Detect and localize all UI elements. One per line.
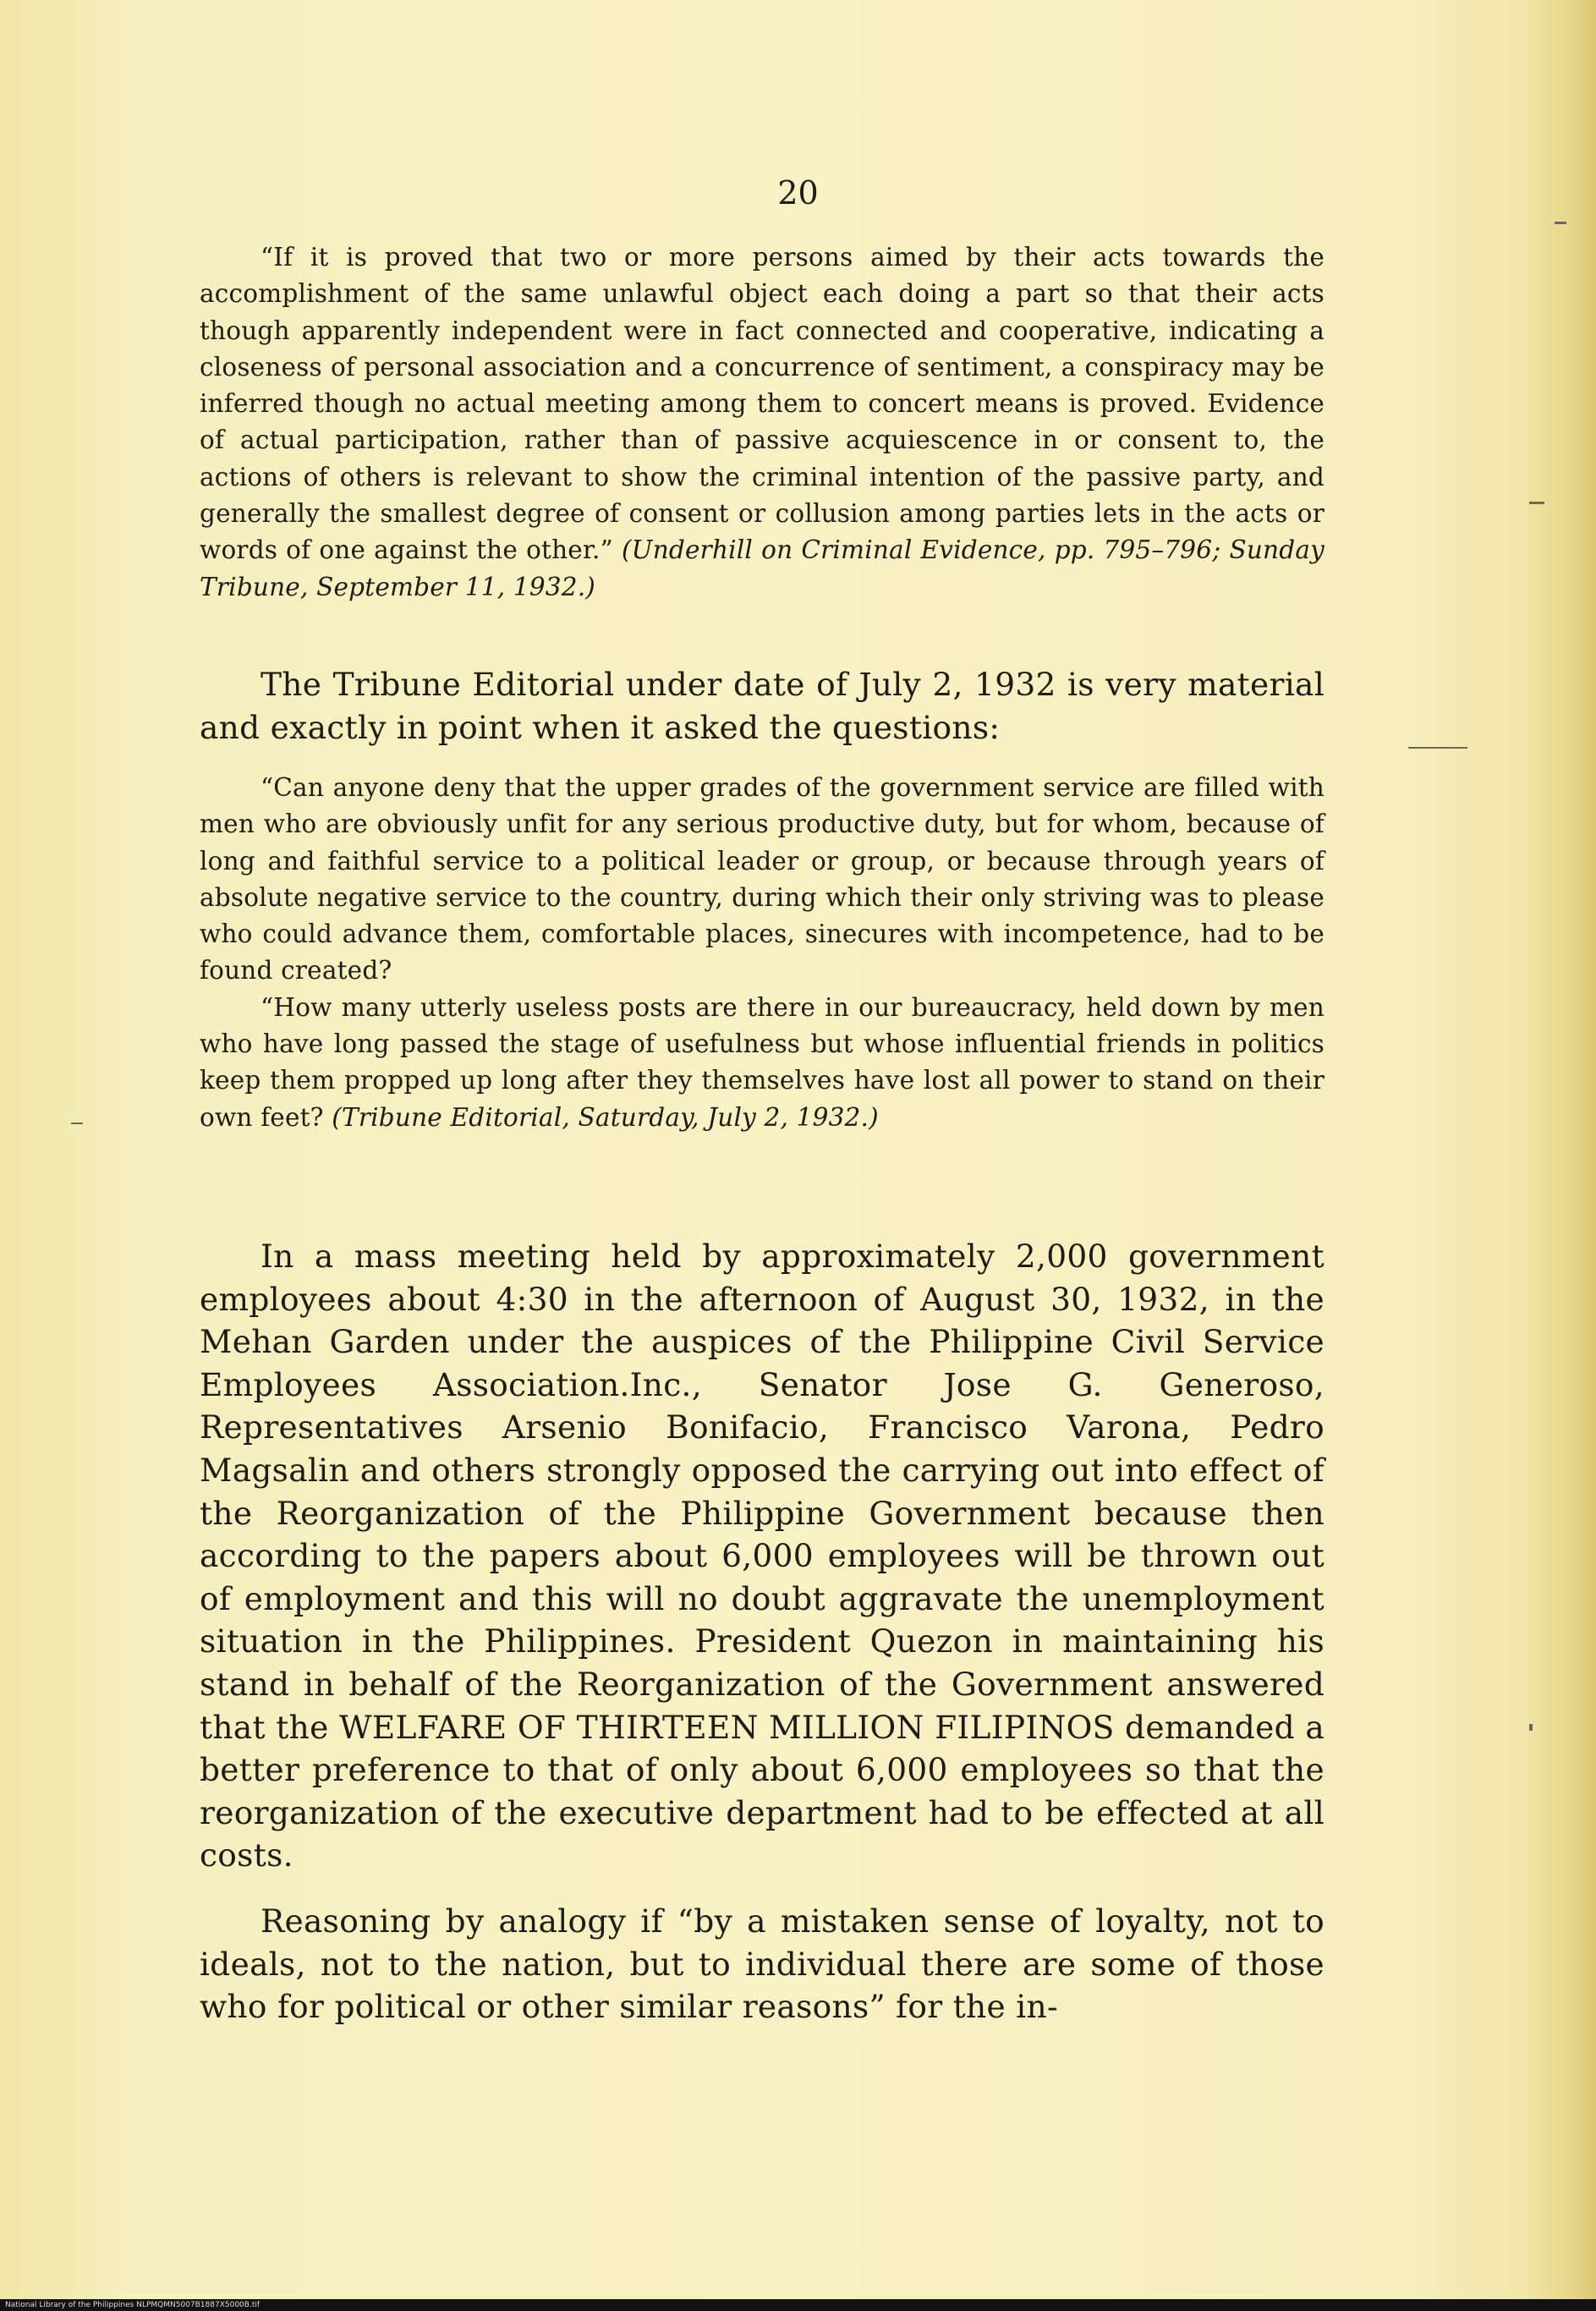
scan-mark	[1555, 222, 1566, 224]
quote-tribune-para-2: “How many utterly useless posts are there in our bureaucracy, held down by men who have long passed the stage of usefulness but whose influential friends in politics keep them propped up long after they themselves have lost all power to stand on their own feet? (Tribune Editorial, Saturday, July 2, 1932.)	[200, 992, 1325, 1132]
citation-tribune: (Tribune Editorial, Saturday, July 2, 1932.)	[332, 1102, 879, 1132]
page-edge-shadow	[1520, 0, 1596, 2311]
quote-underhill-text: “If it is proved that two or more persons aimed by their acts towards the accomplishment of the same unlawful object each doing a part so that their acts though apparently independent were in fact connected and cooperative, indicating a closeness of personal association and a concurrence of sentiment, a conspiracy may be inferred though no actual meeting among them to concert means is proved. Evidence of actual participation, rather than of passive acquiescence in or consent to, the actions of others is relevant to show the criminal intention of the passive party, and generally the smallest degree of consent or collusion among parties lets in the acts or words of one against the other.” (Underhill on Criminal Evidence, pp. 795–796; Sunday Tribune, September 11, 1932.)	[200, 243, 1325, 601]
scan-mark	[1408, 747, 1467, 749]
quote-tribune-para-1: “Can anyone deny that the upper grades of the government service are filled with men who are obviously unfit for any serious productive duty, but for whom, because of long and faithful service to a political leader or group, or because through years of absolute negative service to the country, during which their only striving was to please who could advance them, comfortable places, sinecures with incompetence, had to be found created?	[200, 773, 1325, 985]
page-number: 20	[777, 174, 819, 211]
scan-footer	[0, 2299, 1596, 2311]
scan-mark	[1529, 1724, 1533, 1731]
citation-underhill: (Underhill on Criminal Evidence, pp. 795–796; Sunday Tribune, September 11, 1932.)	[200, 535, 1325, 601]
paragraph-reasoning: Reasoning by analogy if “by a mistaken sense of loyalty, not to ideals, not to the nation, but to individual there are some of those who for political or other similar reasons” for the in-	[200, 1902, 1325, 2026]
paragraph-tribune-editorial: The Tribune Editorial under date of July 2, 1932 is very material and exactly in point when it asked the questions:	[200, 666, 1325, 746]
scan-mark	[1529, 502, 1544, 504]
quote-underhill	[200, 239, 1325, 606]
scan-label: National Library of the Philippines NLPMQMN5007B1887X5000B.tif	[5, 2301, 261, 2309]
paragraph-mass-meeting: In a mass meeting held by approximately 2,000 government employees about 4:30 in the afternoon of August 30, 1932, in the Mehan Garden under the auspices of the Philippine Civil Service Employees Association.Inc., Senator Jose G. Generoso, Representatives Arsenio Bonifacio, Francisco Varona, Pedro Magsalin and others strongly opposed the carrying out into effect of the Reorganization of the Philippine Government because then according to the papers about 6,000 employees will be thrown out of employment and this will no doubt aggravate the unemployment situation in the Philippines. President Quezon in maintaining his stand in behalf of the Reorganization of the Government answered that the WELFARE OF THIRTEEN MILLION FILIPINOS demanded a better preference to that of only about 6,000 employees so that the reorganization of the executive department had to be effected at all costs.	[200, 1238, 1325, 1875]
quote-tribune	[200, 770, 1325, 1136]
scan-mark	[71, 1123, 83, 1124]
